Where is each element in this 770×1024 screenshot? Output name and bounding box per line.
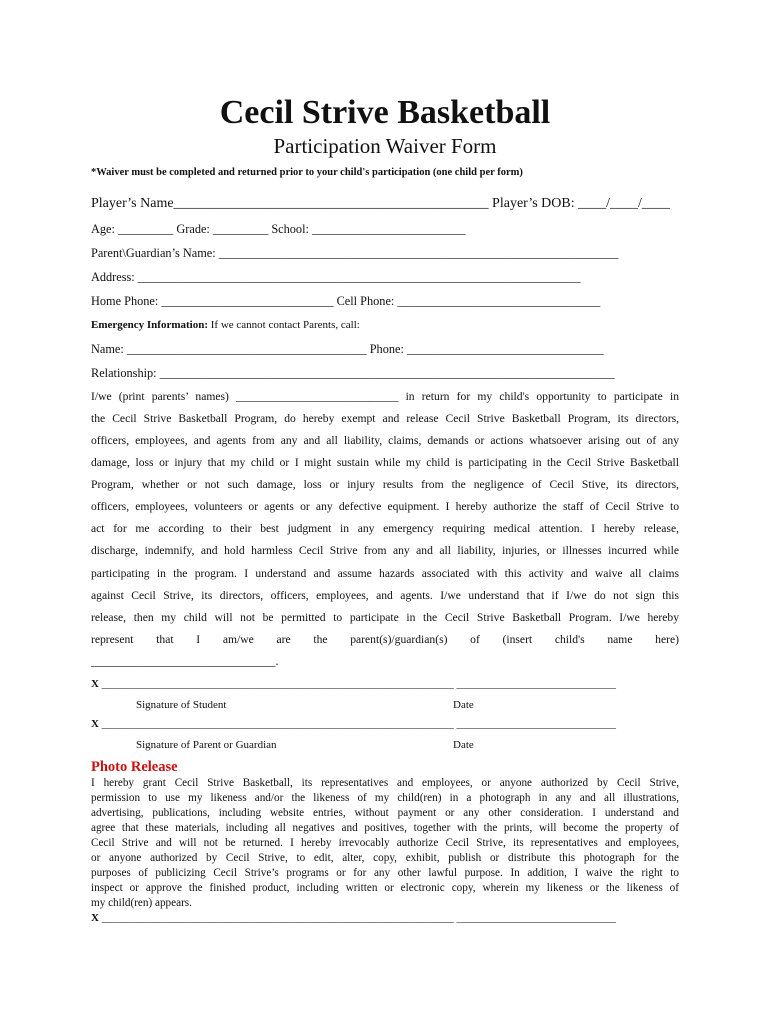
player-name-dob-field[interactable]: Player’s Name_____________________________________________ Player’s DOB: ____/____/____ <box>91 196 670 211</box>
waiver-line: I/we (print parents’ names) ____________________________ in return for my child's opportunity to participate in <box>91 390 679 403</box>
photo-release-signature-line[interactable] <box>91 912 616 924</box>
phone-fields[interactable]: Home Phone: ____________________________ Cell Phone: _________________________________ <box>91 294 601 308</box>
signature-x-mark: X <box>91 678 99 690</box>
parent-signature-label: Signature of Parent or Guardian <box>136 739 277 751</box>
photo-release-line: advertising, publications, including website entries, without payment or any other consideration. I understand and <box>91 807 679 819</box>
emergency-info-text: If we cannot contact Parents, call: <box>208 319 360 331</box>
waiver-line: the Cecil Strive Basketball Program, do hereby exempt and release Cecil Strive Basketball Program, its directors, <box>91 412 679 425</box>
photo-release-line: inspect or approve the finished product, including written or electronic copy, wherein my likeness or the likeness of <box>91 882 679 894</box>
emergency-info-label: Emergency Information: <box>91 319 209 331</box>
age-grade-school-field[interactable]: Age: _________ Grade: _________ School: _________________________ <box>91 222 466 236</box>
signature-date-underline: ________________________________________________________________ _____________________________ <box>101 718 616 730</box>
form-title: Cecil Strive Basketball <box>219 94 551 131</box>
parent-signature-line[interactable] <box>91 718 616 730</box>
photo-release-line: purposes of publicizing Cecil Strive’s programs or for any other lawful purpose. In addition, I waive the right to <box>91 867 679 879</box>
child-name-field[interactable]: ______________________________. <box>91 654 279 668</box>
photo-release-line: permission to use my likeness and/or the likeness of my child(ren) in a photograph in any and all illustrations, <box>91 792 679 804</box>
photo-release-line: I hereby grant Cecil Strive Basketball, its representatives and employees, or anyone authorized by Cecil Strive, <box>91 777 679 789</box>
address-field[interactable]: Address: ________________________________________________________________________ <box>91 270 581 284</box>
waiver-line: participating in the program. I understand and assume hazards associated with this activity and waive all claims <box>91 567 679 580</box>
relationship-field[interactable]: Relationship: __________________________________________________________________________ <box>91 366 615 380</box>
signature-x-mark: X <box>91 718 99 730</box>
waiver-line: Program, whether or not such damage, loss or injury results from the negligence of Cecil Stive, its directors, <box>91 478 679 491</box>
student-date-label: Date <box>453 699 474 711</box>
photo-release-line: Cecil Strive and will not be returned. I hereby irrevocably authorize Cecil Strive, its representatives and employees, <box>91 837 679 849</box>
form-subtitle: Participation Waiver Form <box>273 134 497 158</box>
signature-date-underline: ________________________________________________________________ _____________________________ <box>101 678 616 690</box>
signature-date-underline: ________________________________________________________________ _____________________________ <box>101 912 616 924</box>
waiver-line: represent that I am/we are the parent(s)/guardian(s) of (insert child's name here) <box>91 633 679 646</box>
waiver-line: against Cecil Strive, its directors, officers, employees, and agents. I/we understand that if I/we do not sign this <box>91 589 679 602</box>
emergency-info-heading <box>91 319 360 331</box>
waiver-line: officers, employees, and agents from any and all liability, claims, demands or actions whatsoever arising out of any <box>91 434 679 447</box>
waiver-line: officers, employees, volunteers or agents or any defective equipment. I hereby authorize the staff of Cecil Strive to <box>91 500 679 513</box>
completion-note: *Waiver must be completed and returned prior to your child's participation (one child per form) <box>91 167 523 178</box>
photo-release-line: or anyone authorized by Cecil Strive, to edit, alter, copy, exhibit, publish or distribute this photograph for the <box>91 852 679 864</box>
photo-release-line: agree that these materials, including all negatives and positives, together with the prints, will become the property of <box>91 822 679 834</box>
waiver-line: release, then my child will not be permitted to participate in the Cecil Strive Basketball Program. I/we hereby <box>91 611 679 624</box>
photo-release-heading: Photo Release <box>91 759 178 775</box>
signature-x-mark: X <box>91 912 99 924</box>
emergency-name-phone-field[interactable]: Name: _______________________________________ Phone: ________________________________ <box>91 342 604 356</box>
waiver-line: discharge, indemnify, and hold harmless Cecil Strive from any and all liability, injuries, or illnesses incurred while <box>91 544 679 557</box>
waiver-line: damage, loss or injury that my child or I might sustain while my child is participating in the Cecil Strive Basketball <box>91 456 679 469</box>
student-signature-label: Signature of Student <box>136 699 227 711</box>
photo-release-line: my child(ren) appears. <box>91 897 192 909</box>
parent-date-label: Date <box>453 739 474 751</box>
student-signature-line[interactable] <box>91 678 616 690</box>
waiver-line: act for me according to their best judgment in any emergency requiring medical attention. I hereby release, <box>91 522 679 535</box>
parent-guardian-name-field[interactable]: Parent\Guardian’s Name: _________________________________________________________________ <box>91 246 619 260</box>
